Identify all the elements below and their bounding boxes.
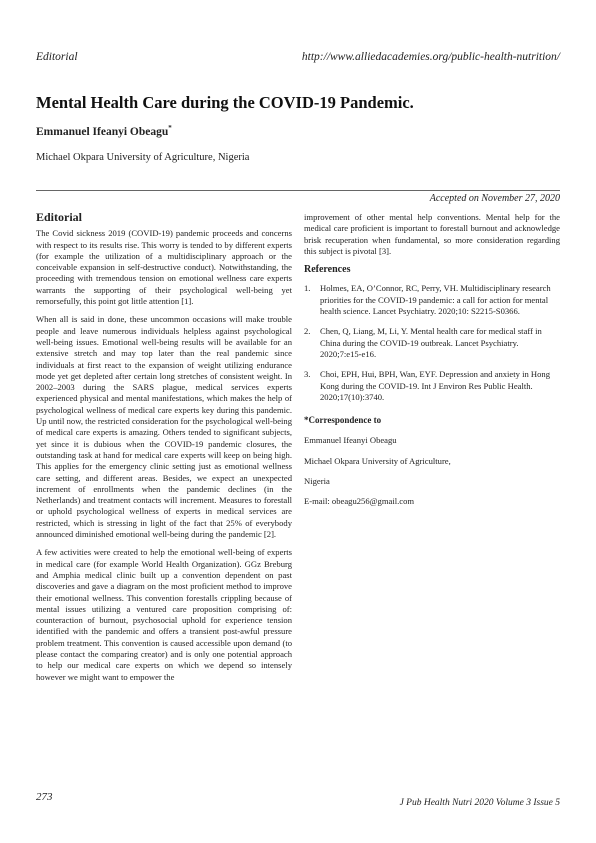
reference-number: 2.: [304, 326, 311, 337]
author-affiliation: Michael Okpara University of Agriculture, Nigeria: [36, 152, 250, 163]
accepted-date: Accepted on November 27, 2020: [429, 193, 560, 204]
reference-item: [304, 369, 560, 403]
author-mark: *: [168, 124, 172, 132]
correspondence-heading: *Correspondence to: [304, 415, 382, 426]
correspondence-country: Nigeria: [304, 476, 330, 487]
reference-number: 1.: [304, 283, 311, 294]
correspondence-email[interactable]: E-mail: obeagu256@gmail.com: [304, 496, 415, 507]
journal-citation: J Pub Health Nutri 2020 Volume 3 Issue 5: [399, 798, 560, 808]
reference-text: Chen, Q, Liang, M, Li, Y. Mental health care for medical staff in China during the COVID-19 outbreak. Lancet Psychiatry. 2020;7:e15-e16.: [320, 326, 542, 359]
reference-item: [304, 326, 560, 360]
references-heading: References: [304, 264, 351, 276]
page-number: 273: [36, 791, 53, 803]
body-paragraph-3: A few activities were created to help the emotional well-being of experts in medical care (for example World Health Organization). GGz Breburg and Amphia medical clinic built up a convention dependent on past discoveries and gave a diagram on the most proficient method to improve their emotional wellness. This convention forestalls crippling because of mental issues utilizing a ventured care proposition comprising of: counteraction of burnout, psychosocial uphold for experience tension identified with the pandemic and offers a transient post-awful pressure problem treatment. This convention is caused accessible upon demand (to please contact the comparing creator) and is only one potential approach to help our medical care experts on which we depend so intensely however we might want to empower the: [36, 547, 292, 682]
reference-text: Holmes, EA, O’Connor, RC, Perry, VH. Multidisciplinary research priorities for the COVID-19 pandemic: a call for action for mental health science. Lancet Psychiatry. 2020;10: S2215-S0366.: [320, 283, 551, 317]
reference-number: 3.: [304, 369, 311, 380]
reference-text: Choi, EPH, Hui, BPH, Wan, EYF. Depression and anxiety in Hong Kong during the COVID-19. Int J Environ Res Public Health. 2020;17(10):3740.: [320, 369, 551, 402]
reference-list: [304, 283, 560, 403]
author-name: Emmanuel Ifeanyi Obeagu: [36, 125, 169, 138]
article-title: Mental Health Care during the COVID-19 Pandemic.: [36, 93, 414, 112]
editorial-heading: Editorial: [36, 210, 83, 224]
right-column: [304, 212, 560, 517]
body-paragraph-2: When all is said in done, these uncommon occasions will make trouble people and leave numerous individuals helpless against psychological well-being issues. Emotional well-being results will be available for an extensive stretch and may top later than the real pandemic since individuals at first react to the expansion of weight utilizing endurance mode yet get depleted after certain long stretches of consistent weight. In 2002–2003 during the SARS plague, medical services experts experienced physical and mental manifestations, which makes the help of psychological wellness of medical care experts key during this pandemic. Up until now, the restricted consideration for the psychological well-being of medical care experts is amazing. Others tended to significant subjects, yet since it is dubious when the COVID-19 pandemic closures, the outstanding task at hand for medical care experts will keep on being high. This applies for the emergency clinic setting just as emotional wellness care setting, and different areas. Besides, we expect an unexpected increment of enrollments when the pandemic declines (in the Netherlands) and treatment contacts will increment. Measures to forestall or uphold psychological wellness of experts in medical services are restricted, which is stressing in light of the fact that 25% of everybody announced diminished emotional well-being during the pandemic [2].: [36, 314, 292, 540]
header-divider: [36, 190, 560, 191]
correspondence-name: Emmanuel Ifeanyi Obeagu: [304, 435, 397, 446]
body-paragraph-continuation: improvement of other mental help conventions. Mental help for the medical care proficient is important to forestall burnout and acknowledge brisk recuperation when fundamental, so more consideration regarding this subject is pivotal [3].: [304, 212, 560, 256]
author-line: [36, 124, 172, 138]
running-header-section: Editorial: [36, 51, 78, 63]
journal-url[interactable]: http://www.alliedacademies.org/public-health-nutrition/: [301, 51, 560, 63]
reference-item: [304, 283, 560, 317]
correspondence-institution: Michael Okpara University of Agriculture,: [304, 455, 451, 466]
left-column: [36, 212, 292, 690]
body-paragraph-1: The Covid sickness 2019 (COVID-19) pandemic proceeds and concerns with respect to its results rise. This worry is tended to by different experts (for example the utilization of a multidisciplinary approach or the conceivable expansion in self-destructive conduct). Notwithstanding, the proceeding with tremendous tension on emotional wellness care experts warrants the supporting of their psychological well-being yet remorsefully, this point got little attention [1].: [36, 228, 292, 307]
